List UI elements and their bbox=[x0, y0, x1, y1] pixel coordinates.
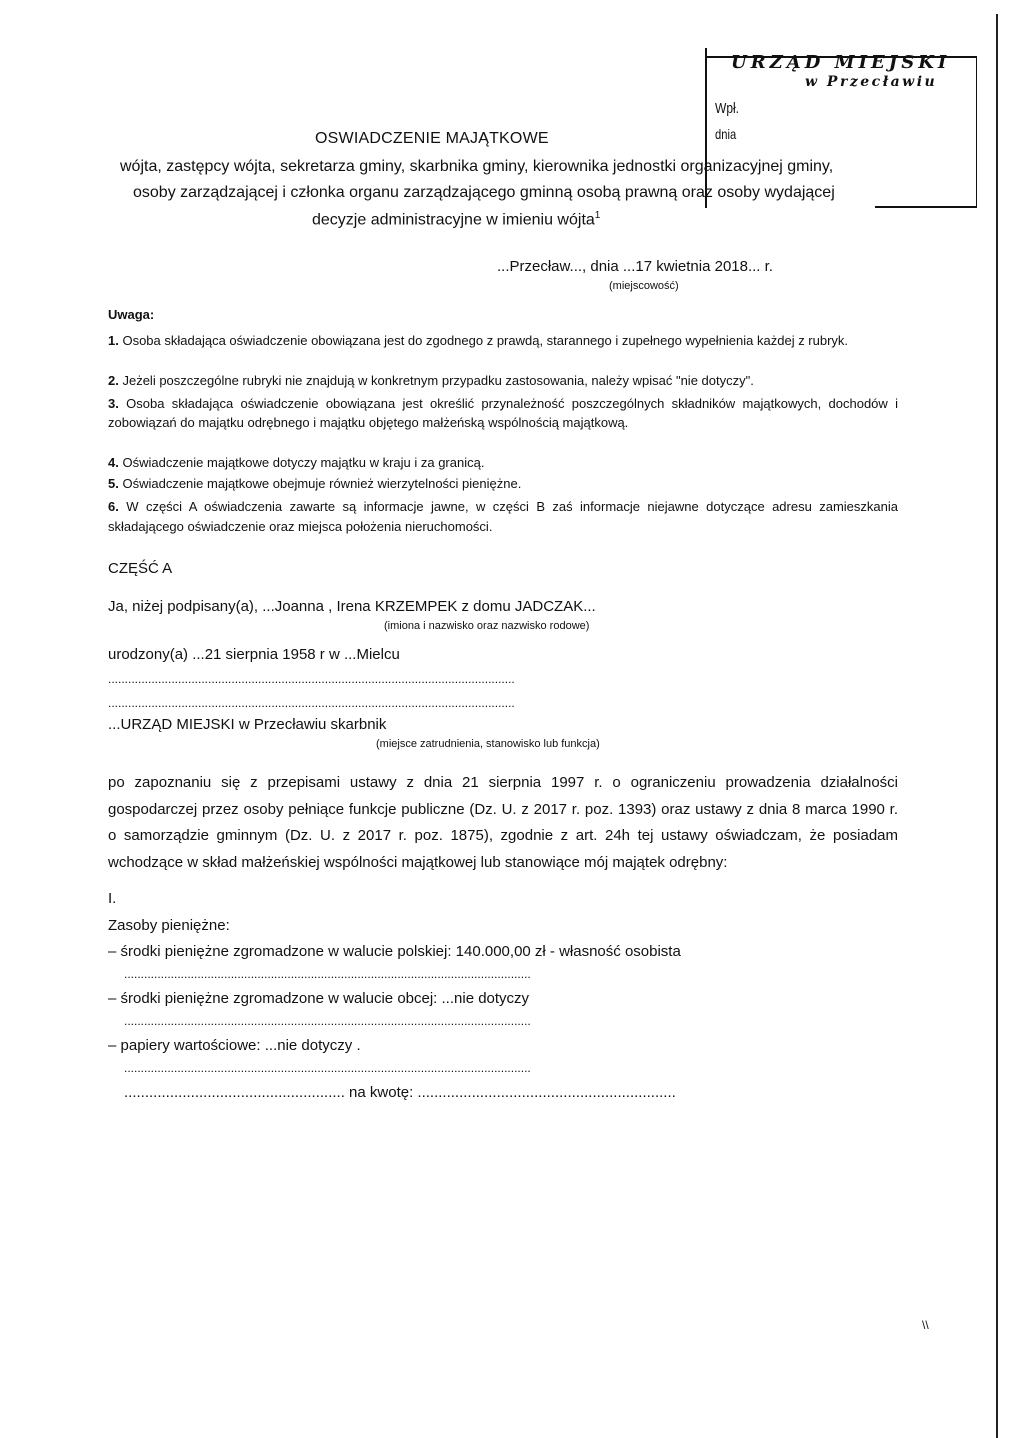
header-line-3: decyzje administracyjne w imieniu wójta$^1$ bbox=[312, 210, 601, 229]
note-item-6: 6. W części A oświadczenia zawarte są informacje jawne, w części B zaś informacje niejawne dotyczące adresu zamieszkania składającego oświadczenie oraz miejsca położenia nieruchomości. bbox=[108, 499, 898, 534]
statement-paragraph: po zapoznaniu się z przepisami ustawy z dnia 21 sierpnia 1997 r. o ograniczeniu prowadzenia działalności gospodarczej przez osoby pełniące funkcje publiczne (Dz. U. z 2017 r. poz. 1393) oraz ustawy z dnia 8 marca 1990 r. o samorządzie gminnym (Dz. U. z 2017 r. poz. 1875), zgodnie z art. 24h tej ustawy oświadczam, że posiadam wchodzące w skład małżeńskiej wspólności majątkowej lub stanowiące mój majątek odrębny: bbox=[108, 774, 898, 871]
dotted-line: .......................................................................................................................... bbox=[124, 1061, 531, 1075]
securities-line: – papiery wartościowe: ...nie dotyczy . bbox=[108, 1037, 361, 1054]
part-a-heading: CZĘŚĆ A bbox=[108, 560, 173, 577]
signer-caption: (imiona i nazwisko oraz nazwisko rodowe) bbox=[384, 620, 590, 632]
header-line-2: osoby zarządzającej i członka organu zarządzającego gminną osobą prawną oraz osoby wydającej bbox=[133, 184, 835, 201]
corner-mark: \\ bbox=[922, 1318, 929, 1332]
stamp-date-label: dnia bbox=[715, 126, 737, 142]
cash-pln-line: – środki pieniężne zgromadzone w walucie polskiej: 140.000,00 zł - własność osobista bbox=[108, 943, 681, 960]
page-edge-line bbox=[996, 14, 998, 1438]
notes-heading: Uwaga: bbox=[108, 307, 155, 322]
dotted-line: .......................................................................................................................... bbox=[124, 1014, 531, 1028]
section-heading: Zasoby pieniężne: bbox=[108, 917, 230, 934]
document-title: OSWIADCZENIE MAJĄTKOWE bbox=[315, 130, 549, 147]
note-item-5: 5. Oświadczenie majątkowe obejmuje również wierzytelności pieniężne. bbox=[108, 476, 522, 491]
employment-caption: (miejsce zatrudnienia, stanowisko lub funkcja) bbox=[376, 738, 600, 750]
place-caption: (miejscowość) bbox=[609, 280, 679, 292]
place-date: ...Przecław..., dnia ...17 kwietnia 2018... r. bbox=[497, 258, 773, 275]
note-item-4: 4. Oświadczenie majątkowe dotyczy majątku w kraju i za granicą. bbox=[108, 455, 485, 470]
stamp-received-label: Wpł. bbox=[715, 100, 739, 117]
stamp-office-name: URZĄD MIEJSKI bbox=[731, 52, 951, 73]
dotted-line: .......................................................................................................................... bbox=[108, 672, 515, 686]
amount-line: ..................................................... na kwotę: .............................................................. bbox=[124, 1084, 676, 1101]
note-item-2: 2. Jeżeli poszczególne rubryki nie znajdują w konkretnym przypadku zastosowania, należy wpisać "nie dotyczy". bbox=[108, 373, 754, 388]
employment-line: ...URZĄD MIEJSKI w Przecławiu skarbnik bbox=[108, 716, 387, 733]
birth-line: urodzony(a) ...21 sierpnia 1958 r w ...Mielcu bbox=[108, 646, 400, 663]
cash-foreign-line: – środki pieniężne zgromadzone w walucie obcej: ...nie dotyczy bbox=[108, 990, 530, 1007]
signer-line: Ja, niżej podpisany(a), ...Joanna , Irena KRZEMPEK z domu JADCZAK... bbox=[108, 598, 596, 615]
note-item-1: 1. Osoba składająca oświadczenie obowiązana jest do zgodnego z prawdą, starannego i zupełnego wypełnienia każdej z rubryk. bbox=[108, 333, 849, 348]
note-item-3: 3. Osoba składająca oświadczenie obowiązana jest określić przynależność poszczególnych składników majątkowych, dochodów i zobowiązań do majątku odrębnego i majątku objętego małżeńską wspólnością majątkową. bbox=[108, 396, 898, 430]
stamp-office-location: w Przecławiu bbox=[805, 74, 938, 90]
header-line-1: wójta, zastępcy wójta, sekretarza gminy, skarbnika gminy, kierownika jednostki organizacyjnej gminy, bbox=[120, 158, 834, 175]
dotted-line: .......................................................................................................................... bbox=[108, 696, 515, 710]
dotted-line: .......................................................................................................................... bbox=[124, 967, 531, 981]
section-number: I. bbox=[108, 890, 117, 907]
